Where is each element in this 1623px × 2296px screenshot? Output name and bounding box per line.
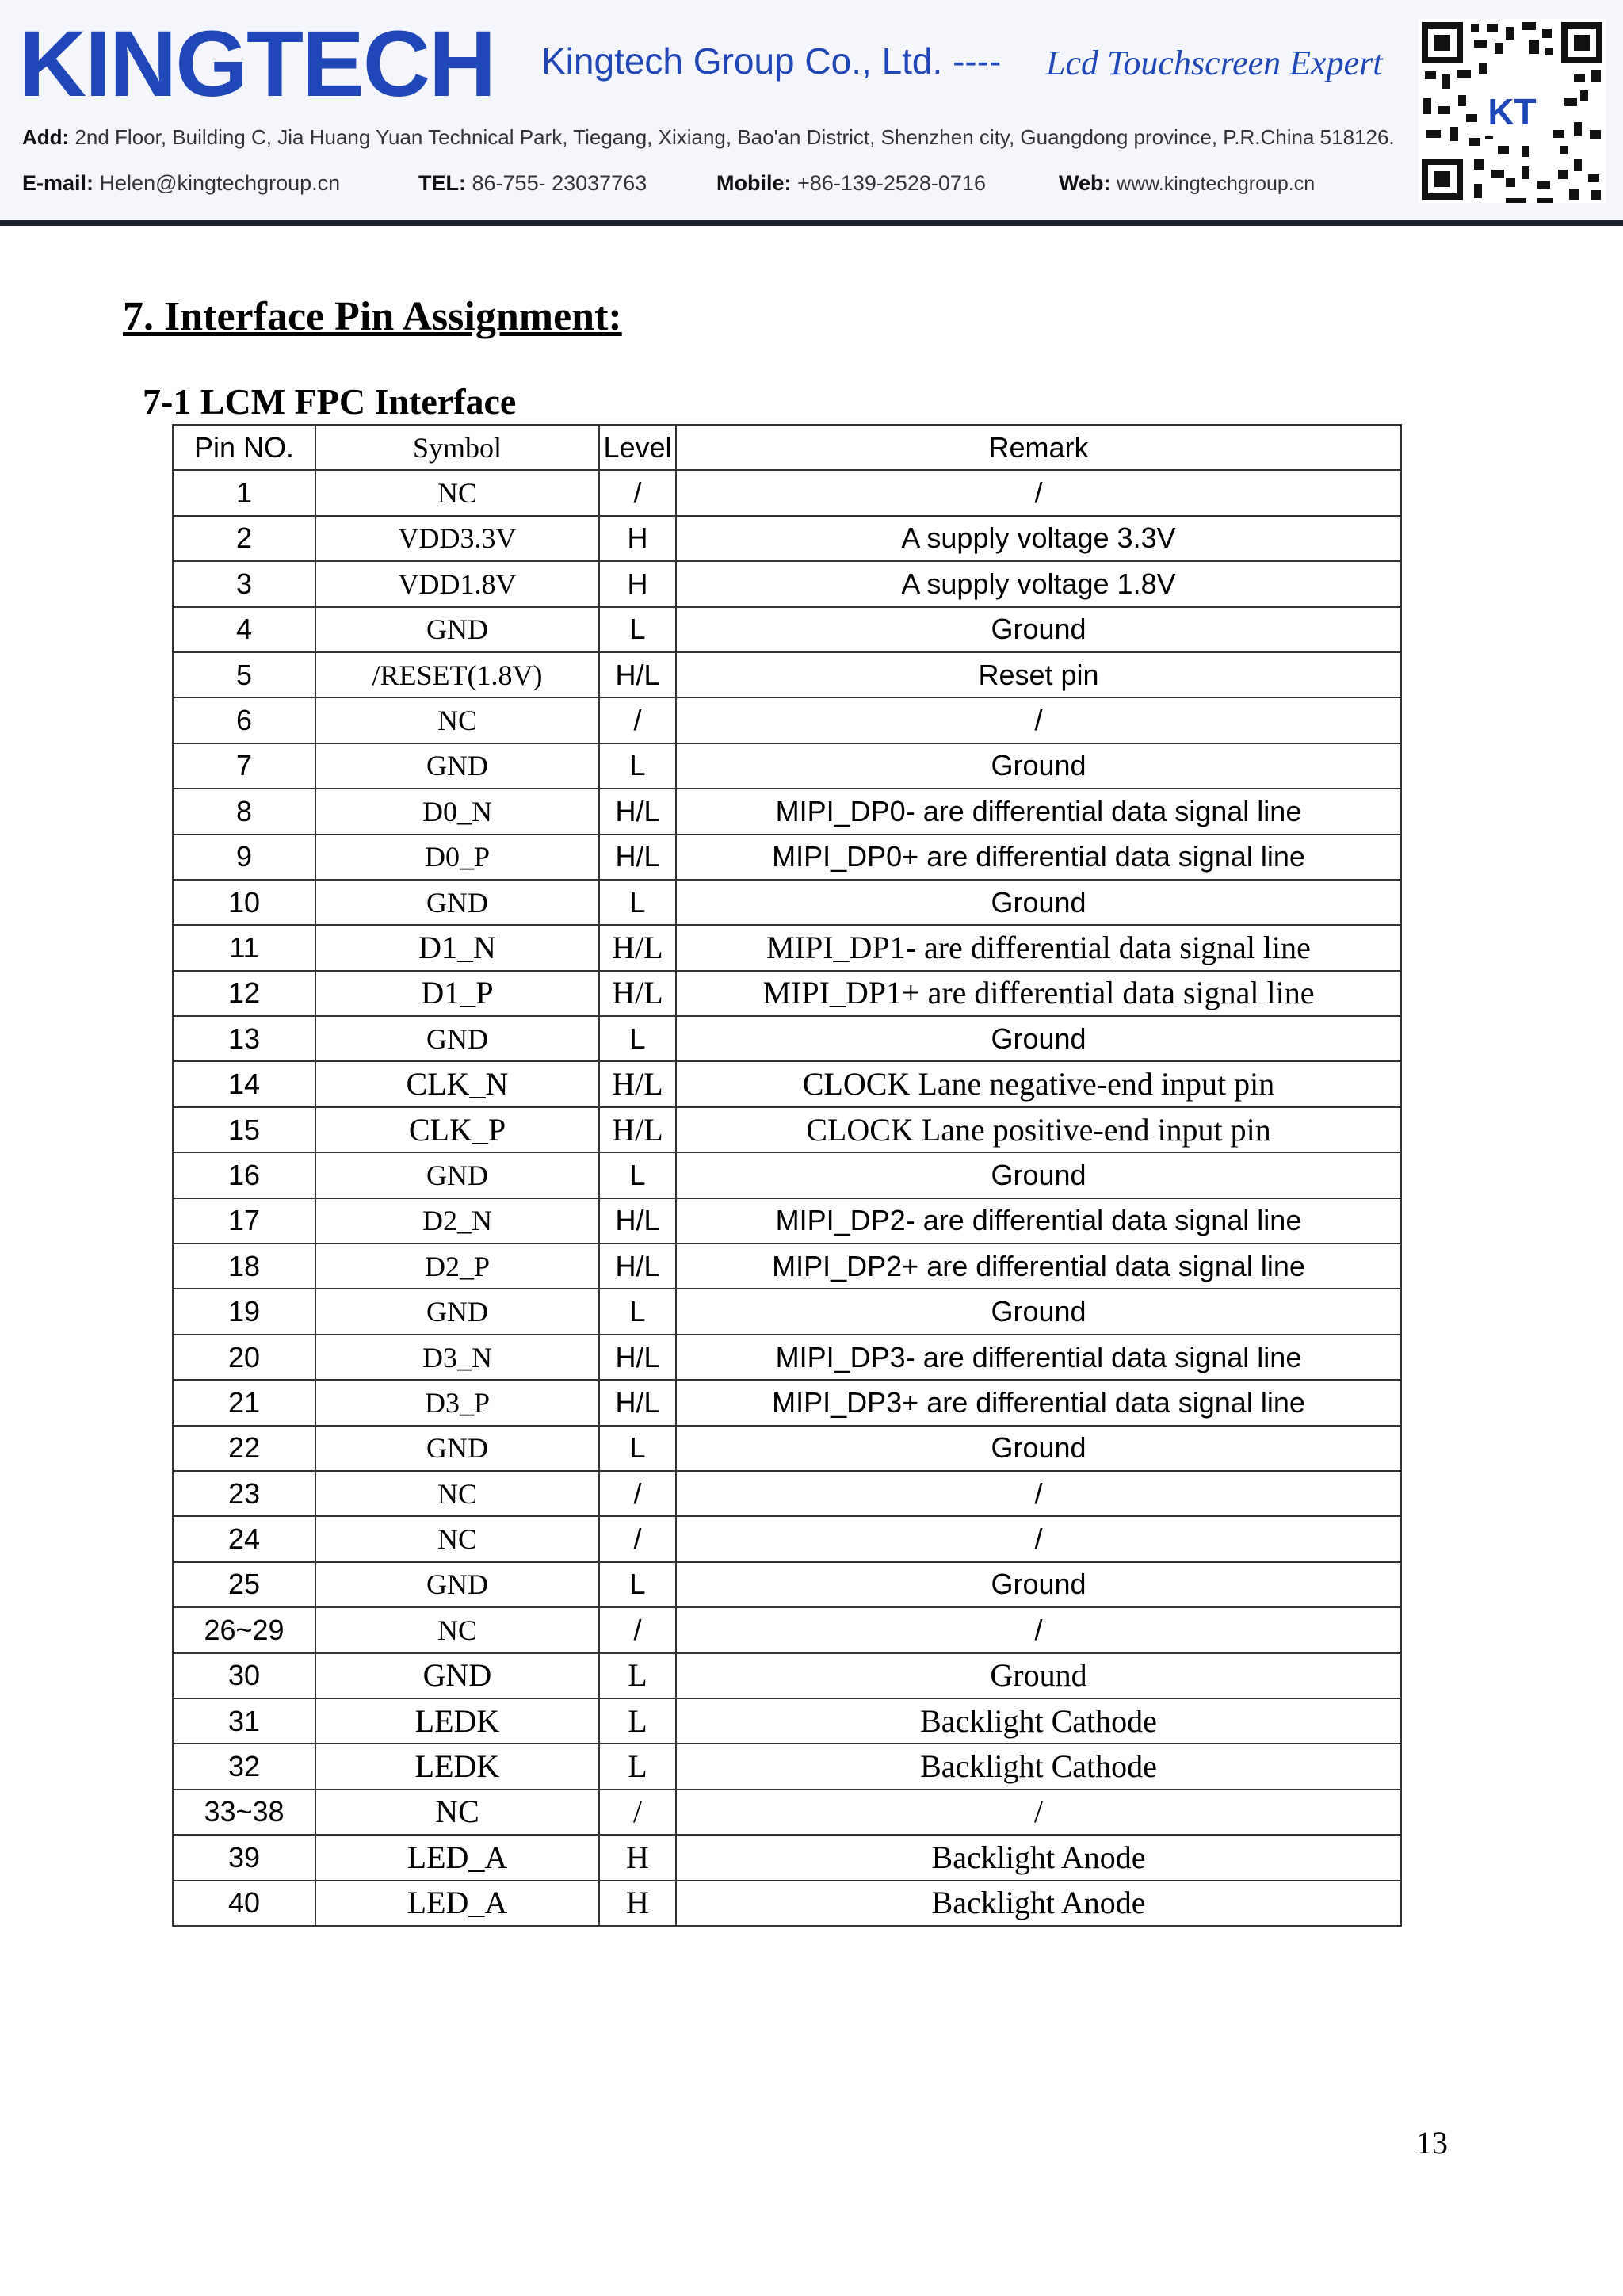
pin-number-cell: 15 bbox=[173, 1107, 315, 1152]
symbol-cell: LEDK bbox=[315, 1744, 599, 1789]
symbol-cell: D2_N bbox=[315, 1198, 599, 1244]
remark-cell: Backlight Cathode bbox=[676, 1744, 1401, 1789]
table-row bbox=[173, 697, 1401, 743]
symbol-cell: NC bbox=[315, 697, 599, 743]
symbol-cell: GND bbox=[315, 1426, 599, 1471]
symbol-cell: D2_P bbox=[315, 1244, 599, 1289]
pin-number-cell: 40 bbox=[173, 1881, 315, 1926]
level-cell: L bbox=[599, 1426, 676, 1471]
table-row bbox=[173, 880, 1401, 925]
table-row bbox=[173, 1107, 1401, 1152]
remark-cell: Backlight Anode bbox=[676, 1835, 1401, 1880]
remark-cell: Backlight Anode bbox=[676, 1881, 1401, 1926]
pin-table-body bbox=[173, 470, 1401, 1926]
symbol-cell: LED_A bbox=[315, 1835, 599, 1880]
pin-number-cell: 25 bbox=[173, 1562, 315, 1607]
symbol-cell: D0_N bbox=[315, 789, 599, 834]
table-row bbox=[173, 1471, 1401, 1516]
pin-number-cell: 21 bbox=[173, 1380, 315, 1425]
symbol-cell: VDD1.8V bbox=[315, 561, 599, 606]
web-item bbox=[1059, 171, 1315, 196]
tel-item bbox=[418, 171, 647, 196]
level-cell: / bbox=[599, 1790, 676, 1835]
pin-number-cell: 26~29 bbox=[173, 1607, 315, 1652]
remark-cell: MIPI_DP0- are differential data signal line bbox=[676, 789, 1401, 834]
table-row bbox=[173, 971, 1401, 1016]
remark-cell: Ground bbox=[676, 1016, 1401, 1061]
subsection-title: 7-1 LCM FPC Interface bbox=[143, 381, 517, 422]
qr-badge-text: KT bbox=[1487, 91, 1537, 132]
remark-cell: MIPI_DP3- are differential data signal line bbox=[676, 1335, 1401, 1380]
remark-cell: MIPI_DP3+ are differential data signal line bbox=[676, 1380, 1401, 1425]
table-row bbox=[173, 1881, 1401, 1926]
header-remark: Remark bbox=[676, 425, 1401, 470]
level-cell: / bbox=[599, 470, 676, 515]
table-row bbox=[173, 1244, 1401, 1289]
pin-number-cell: 32 bbox=[173, 1744, 315, 1789]
email-label: E-mail: bbox=[22, 171, 94, 195]
level-cell: H bbox=[599, 1881, 676, 1926]
symbol-cell: D3_P bbox=[315, 1380, 599, 1425]
level-cell: H/L bbox=[599, 925, 676, 970]
pin-number-cell: 31 bbox=[173, 1698, 315, 1744]
table-row bbox=[173, 1562, 1401, 1607]
remark-cell: Reset pin bbox=[676, 652, 1401, 697]
pin-number-cell: 14 bbox=[173, 1061, 315, 1106]
table-row bbox=[173, 835, 1401, 880]
table-row bbox=[173, 1653, 1401, 1698]
page-number: 13 bbox=[1416, 2125, 1448, 2160]
table-row bbox=[173, 1426, 1401, 1471]
pin-number-cell: 16 bbox=[173, 1152, 315, 1198]
web-label: Web: bbox=[1059, 171, 1111, 195]
level-cell: / bbox=[599, 1516, 676, 1561]
remark-cell: / bbox=[676, 1607, 1401, 1652]
remark-cell: / bbox=[676, 470, 1401, 515]
table-row bbox=[173, 1335, 1401, 1380]
symbol-cell: /RESET(1.8V) bbox=[315, 652, 599, 697]
level-cell: H/L bbox=[599, 1198, 676, 1244]
pin-number-cell: 2 bbox=[173, 516, 315, 561]
header-level: Level bbox=[599, 425, 676, 470]
table-row bbox=[173, 743, 1401, 789]
pin-number-cell: 23 bbox=[173, 1471, 315, 1516]
email-item bbox=[22, 171, 340, 196]
mobile-label: Mobile: bbox=[716, 171, 792, 195]
remark-cell: CLOCK Lane negative-end input pin bbox=[676, 1061, 1401, 1106]
table-row bbox=[173, 1152, 1401, 1198]
level-cell: H/L bbox=[599, 971, 676, 1016]
symbol-cell: D1_P bbox=[315, 971, 599, 1016]
remark-cell: A supply voltage 3.3V bbox=[676, 516, 1401, 561]
header-pin-no: Pin NO. bbox=[173, 425, 315, 470]
pin-number-cell: 11 bbox=[173, 925, 315, 970]
symbol-cell: CLK_P bbox=[315, 1107, 599, 1152]
level-cell: H/L bbox=[599, 835, 676, 880]
table-row bbox=[173, 652, 1401, 697]
remark-cell: / bbox=[676, 1790, 1401, 1835]
remark-cell: / bbox=[676, 1516, 1401, 1561]
level-cell: H bbox=[599, 516, 676, 561]
level-cell: H/L bbox=[599, 1380, 676, 1425]
level-cell: H bbox=[599, 1835, 676, 1880]
table-row bbox=[173, 516, 1401, 561]
level-cell: / bbox=[599, 697, 676, 743]
level-cell: H/L bbox=[599, 789, 676, 834]
tel-label: TEL: bbox=[418, 171, 466, 195]
pin-number-cell: 6 bbox=[173, 697, 315, 743]
table-row bbox=[173, 1516, 1401, 1561]
pin-number-cell: 1 bbox=[173, 470, 315, 515]
symbol-cell: VDD3.3V bbox=[315, 516, 599, 561]
table-row bbox=[173, 1061, 1401, 1106]
symbol-cell: LEDK bbox=[315, 1698, 599, 1744]
symbol-cell: GND bbox=[315, 880, 599, 925]
remark-cell: Ground bbox=[676, 1426, 1401, 1471]
tel-number: 86-755- 23037763 bbox=[472, 171, 647, 195]
remark-cell: MIPI_DP1+ are differential data signal line bbox=[676, 971, 1401, 1016]
symbol-cell: NC bbox=[315, 1607, 599, 1652]
table-row bbox=[173, 789, 1401, 834]
letterhead bbox=[0, 0, 1623, 223]
symbol-cell: GND bbox=[315, 1653, 599, 1698]
remark-cell: Ground bbox=[676, 1562, 1401, 1607]
symbol-cell: D0_P bbox=[315, 835, 599, 880]
symbol-cell: NC bbox=[315, 1471, 599, 1516]
level-cell: H/L bbox=[599, 1244, 676, 1289]
pin-number-cell: 12 bbox=[173, 971, 315, 1016]
symbol-cell: LED_A bbox=[315, 1881, 599, 1926]
remark-cell: Ground bbox=[676, 1289, 1401, 1334]
level-cell: L bbox=[599, 1289, 676, 1334]
header-symbol: Symbol bbox=[315, 425, 599, 470]
table-row bbox=[173, 1198, 1401, 1244]
level-cell: L bbox=[599, 1653, 676, 1698]
remark-cell: Ground bbox=[676, 607, 1401, 652]
level-cell: H/L bbox=[599, 652, 676, 697]
pin-number-cell: 4 bbox=[173, 607, 315, 652]
pin-number-cell: 33~38 bbox=[173, 1790, 315, 1835]
symbol-cell: GND bbox=[315, 1289, 599, 1334]
qr-code-icon bbox=[1419, 19, 1606, 203]
pin-number-cell: 24 bbox=[173, 1516, 315, 1561]
symbol-cell: GND bbox=[315, 1016, 599, 1061]
level-cell: H/L bbox=[599, 1107, 676, 1152]
table-row bbox=[173, 1380, 1401, 1425]
remark-cell: Backlight Cathode bbox=[676, 1698, 1401, 1744]
level-cell: H/L bbox=[599, 1061, 676, 1106]
level-cell: L bbox=[599, 880, 676, 925]
company-name: Kingtech Group Co., Ltd. ---- bbox=[541, 40, 1002, 82]
symbol-cell: D3_N bbox=[315, 1335, 599, 1380]
header-divider bbox=[0, 220, 1623, 226]
table-row bbox=[173, 925, 1401, 970]
symbol-cell: NC bbox=[315, 1516, 599, 1561]
table-row bbox=[173, 1835, 1401, 1880]
pin-number-cell: 20 bbox=[173, 1335, 315, 1380]
symbol-cell: GND bbox=[315, 1152, 599, 1198]
remark-cell: Ground bbox=[676, 880, 1401, 925]
level-cell: L bbox=[599, 1152, 676, 1198]
level-cell: / bbox=[599, 1607, 676, 1652]
level-cell: H bbox=[599, 561, 676, 606]
address-text: 2nd Floor, Building C, Jia Huang Yuan Technical Park, Tiegang, Xixiang, Bao'an District, Shenzhen city, Guangdong province, P.R.China 518126. bbox=[74, 125, 1395, 149]
pin-number-cell: 19 bbox=[173, 1289, 315, 1334]
pin-number-cell: 3 bbox=[173, 561, 315, 606]
table-row bbox=[173, 1744, 1401, 1789]
email-link[interactable]: Helen@kingtechgroup.cn bbox=[99, 171, 341, 195]
remark-cell: / bbox=[676, 1471, 1401, 1516]
symbol-cell: GND bbox=[315, 607, 599, 652]
remark-cell: Ground bbox=[676, 1653, 1401, 1698]
level-cell: L bbox=[599, 607, 676, 652]
pin-number-cell: 7 bbox=[173, 743, 315, 789]
level-cell: H/L bbox=[599, 1335, 676, 1380]
pin-number-cell: 10 bbox=[173, 880, 315, 925]
pin-number-cell: 5 bbox=[173, 652, 315, 697]
pin-assignment-table bbox=[172, 424, 1402, 1927]
table-header-row bbox=[173, 425, 1401, 470]
table-row bbox=[173, 561, 1401, 606]
address-line bbox=[22, 125, 1395, 150]
table-row bbox=[173, 1289, 1401, 1334]
pin-number-cell: 22 bbox=[173, 1426, 315, 1471]
level-cell: L bbox=[599, 1562, 676, 1607]
table-row bbox=[173, 1790, 1401, 1835]
company-tagline: Lcd Touchscreen Expert bbox=[1046, 44, 1383, 82]
level-cell: L bbox=[599, 1016, 676, 1061]
symbol-cell: NC bbox=[315, 1790, 599, 1835]
level-cell: L bbox=[599, 743, 676, 789]
mobile-number: +86-139-2528-0716 bbox=[797, 171, 986, 195]
remark-cell: Ground bbox=[676, 1152, 1401, 1198]
remark-cell: A supply voltage 1.8V bbox=[676, 561, 1401, 606]
mobile-item bbox=[716, 171, 986, 196]
pin-number-cell: 9 bbox=[173, 835, 315, 880]
symbol-cell: NC bbox=[315, 470, 599, 515]
pin-number-cell: 8 bbox=[173, 789, 315, 834]
company-logo: KINGTECH bbox=[19, 12, 495, 117]
pin-number-cell: 30 bbox=[173, 1653, 315, 1698]
pin-number-cell: 18 bbox=[173, 1244, 315, 1289]
symbol-cell: GND bbox=[315, 743, 599, 789]
remark-cell: MIPI_DP1- are differential data signal line bbox=[676, 925, 1401, 970]
symbol-cell: CLK_N bbox=[315, 1061, 599, 1106]
table-row bbox=[173, 1016, 1401, 1061]
table-row bbox=[173, 1698, 1401, 1744]
remark-cell: MIPI_DP0+ are differential data signal line bbox=[676, 835, 1401, 880]
pin-number-cell: 39 bbox=[173, 1835, 315, 1880]
level-cell: L bbox=[599, 1744, 676, 1789]
level-cell: L bbox=[599, 1698, 676, 1744]
pin-number-cell: 13 bbox=[173, 1016, 315, 1061]
table-row bbox=[173, 607, 1401, 652]
symbol-cell: D1_N bbox=[315, 925, 599, 970]
pin-number-cell: 17 bbox=[173, 1198, 315, 1244]
table-row bbox=[173, 1607, 1401, 1652]
section-title: 7. Interface Pin Assignment: bbox=[123, 294, 622, 339]
address-label: Add: bbox=[22, 125, 70, 149]
remark-cell: CLOCK Lane positive-end input pin bbox=[676, 1107, 1401, 1152]
symbol-cell: GND bbox=[315, 1562, 599, 1607]
remark-cell: Ground bbox=[676, 743, 1401, 789]
web-link[interactable]: www.kingtechgroup.cn bbox=[1117, 173, 1316, 195]
remark-cell: MIPI_DP2+ are differential data signal line bbox=[676, 1244, 1401, 1289]
table-row bbox=[173, 470, 1401, 515]
level-cell: / bbox=[599, 1471, 676, 1516]
remark-cell: / bbox=[676, 697, 1401, 743]
remark-cell: MIPI_DP2- are differential data signal line bbox=[676, 1198, 1401, 1244]
